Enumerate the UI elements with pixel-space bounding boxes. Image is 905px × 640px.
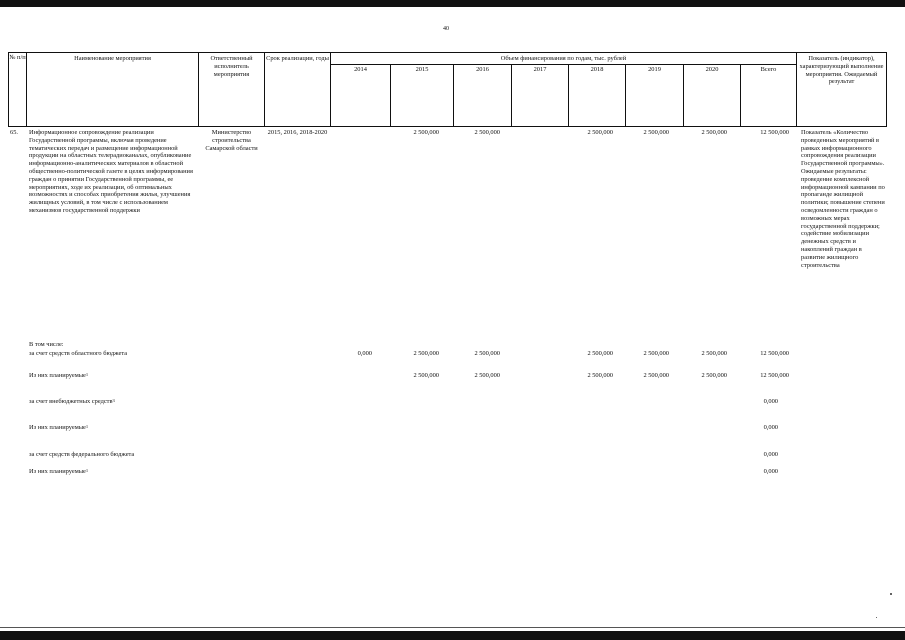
including-label: В том числе: — [29, 341, 64, 348]
header-year: 2015 — [415, 66, 429, 73]
header-year: 2018 — [590, 66, 604, 73]
subrow-total: 0,000 — [763, 398, 778, 405]
subrow-label: за счет средств областного бюджета — [29, 350, 128, 357]
scan-border-line — [0, 627, 905, 628]
subrow-label: Из них планируемые$^1$ — [29, 372, 89, 379]
subrow-value: 2 500,000 — [413, 372, 439, 379]
header-financing: Объем финансирования по годам, тыс. рублей — [500, 55, 627, 62]
subrow-value: 2 500,000 — [413, 350, 439, 357]
row-period: 2015, 2016, 2018-2020 — [267, 129, 328, 136]
subrow-value: 2 500,000 — [643, 350, 669, 357]
subrow-total: 12 500,000 — [760, 372, 789, 379]
header-name: Наименование мероприятия — [74, 55, 151, 62]
row-value: 2 500,000 — [587, 129, 613, 136]
header-number: № п/п — [9, 54, 26, 61]
row-value: 2 500,000 — [643, 129, 669, 136]
subrow-value: 2 500,000 — [587, 372, 613, 379]
subrow-value: 2 500,000 — [701, 350, 727, 357]
subrow-value: 2 500,000 — [587, 350, 613, 357]
header-year: 2014 — [354, 66, 367, 73]
scan-speck — [890, 593, 892, 595]
subrow-value: 2 500,000 — [474, 350, 500, 357]
row-total: 12 500,000 — [760, 129, 789, 136]
subrow-total: 0,000 — [763, 451, 778, 458]
row-name: Информационное сопровождение реализации Государственной программы, включая проведение тематических передач и размещение информационной продукции на областных телерадиоканалах, опубликование информационно-аналитических материалов в областной общественно-политической газете в целях информирования граждан о принятии Государственной программы, ее мероприятиях, ходе их реализации, об оптимальных возможностях и способах приобретения жилья, улучшения жилищных условий, в том числе с использованием механизмов государственной поддержки — [29, 129, 193, 214]
row-value: 2 500,000 — [474, 129, 500, 136]
subrow-value: 0,000 — [357, 350, 372, 357]
subrow-label: за счет внебюджетных средств$^3$ — [29, 398, 115, 405]
header-indicator: Показатель (индикатор), характеризующий выполнение мероприятия. Ожидаемый результат — [799, 55, 884, 86]
page-number: 40 — [443, 26, 449, 32]
header-period: Срок реализации, годы — [266, 55, 329, 62]
header-year: 2019 — [648, 66, 661, 73]
subrow-value: 2 500,000 — [474, 372, 500, 379]
header-year: 2016 — [476, 66, 489, 73]
header-responsible: Ответственный исполнитель мероприятия — [210, 55, 253, 78]
scan-border-top — [0, 0, 905, 7]
scan-border-bottom — [0, 631, 905, 640]
subrow-total: 0,000 — [763, 468, 778, 475]
subrow-label: Из них планируемые$^1$ — [29, 468, 89, 475]
row-responsible: Министерство строительства Самарской области — [205, 129, 258, 152]
row-indicator: Показатель «Количество проведенных мероприятий в рамках информационного сопровождения реализации Государственной программы». Ожидаемые результаты: проведение комплексной информационной кампании по пропаганде жилищной политики; повышение степени осведомленности граждан о возможных мерах государственной поддержки; содействие мобилизации денежных средств и накоплений граждан в развитие жилищного строительства — [801, 129, 885, 269]
subrow-total: 0,000 — [763, 424, 778, 431]
header-year: 2020 — [705, 66, 719, 73]
scan-speck — [876, 617, 877, 618]
subrow-total: 12 500,000 — [760, 350, 789, 357]
header-total: Всего — [760, 66, 777, 73]
header-year: 2017 — [533, 66, 547, 73]
subrow-label: Из них планируемые$^1$ — [29, 424, 89, 431]
subrow-value: 2 500,000 — [643, 372, 669, 379]
subrow-value: 2 500,000 — [701, 372, 727, 379]
row-value: 2 500,000 — [413, 129, 439, 136]
row-number: 65. — [10, 129, 18, 136]
row-value: 2 500,000 — [701, 129, 727, 136]
subrow-label: за счет средств федерального бюджета — [29, 451, 135, 458]
